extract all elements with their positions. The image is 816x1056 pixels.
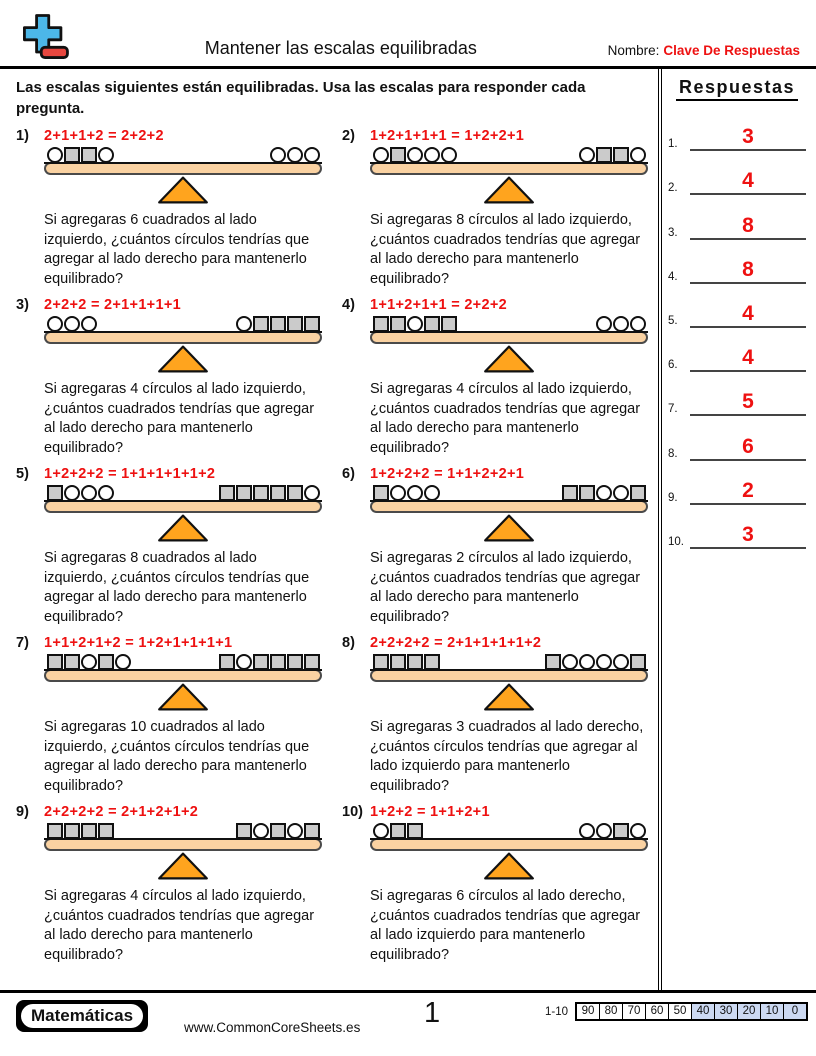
square-shape [630, 485, 646, 501]
problem-number: 8) [342, 635, 355, 651]
answers-panel [658, 69, 816, 990]
balance-scale [370, 485, 648, 543]
scale-shapes [44, 485, 322, 501]
problem-head [16, 635, 324, 651]
square-shape [47, 485, 63, 501]
square-shape [47, 823, 63, 839]
answer-row [668, 195, 806, 239]
answer-row [668, 240, 806, 284]
balance-scale [44, 316, 322, 374]
scale-shapes [44, 654, 322, 670]
circle-shape [64, 485, 80, 501]
problem-equation: 1+2+2+2 = 1+1+2+2+1 [370, 466, 525, 482]
square-shape [270, 654, 286, 670]
square-shape [270, 823, 286, 839]
scale-beam [370, 838, 648, 851]
right-pan-shapes [578, 823, 646, 839]
problem-number: 5) [16, 466, 29, 482]
square-shape [441, 316, 457, 332]
fulcrum-triangle-icon [155, 175, 211, 205]
answer-row [668, 416, 806, 460]
scale-beam [370, 331, 648, 344]
score-cell: 70 [622, 1004, 645, 1019]
problem-number: 1) [16, 128, 29, 144]
square-shape [81, 823, 97, 839]
scale-shapes [370, 316, 648, 332]
circle-shape [98, 147, 114, 163]
circle-shape [373, 147, 389, 163]
answer-number: 4. [668, 270, 678, 283]
answer-value: 3 [690, 126, 806, 151]
problem-question: Si agregaras 6 círculos al lado derecho, ¿cuántos cuadrados tendrías que agregar al lado izquierdo para mantenerlo equilibrado? [370, 888, 641, 963]
square-shape [253, 654, 269, 670]
problem-head [16, 297, 324, 313]
balance-scale [370, 316, 648, 374]
page-number: 1 [424, 997, 441, 1029]
answer-value: 4 [690, 347, 806, 372]
circle-shape [64, 316, 80, 332]
circle-shape [630, 823, 646, 839]
scale-shapes [370, 823, 648, 839]
square-shape [98, 823, 114, 839]
scale-shapes [370, 654, 648, 670]
fulcrum-triangle-icon [155, 682, 211, 712]
problem-question: Si agregaras 4 círculos al lado izquierdo, ¿cuántos cuadrados tendrías que agregar al lado derecho para mantenerlo equilibrado? [370, 381, 641, 456]
problem-question: Si agregaras 4 círculos al lado izquierdo, ¿cuántos cuadrados tendrías que agregar al lado derecho para mantenerlo equilibrado? [44, 888, 315, 963]
score-cell: 10 [760, 1004, 783, 1019]
square-shape [390, 147, 406, 163]
circle-shape [562, 654, 578, 670]
circle-shape [630, 147, 646, 163]
circle-shape [304, 485, 320, 501]
scale-beam [370, 500, 648, 513]
scale-shapes [370, 147, 648, 163]
grading-range-label: 1-10 [544, 1005, 568, 1018]
scale-beam [44, 669, 322, 682]
circle-shape [596, 823, 612, 839]
answer-row [668, 151, 806, 195]
square-shape [47, 654, 63, 670]
problem-card [342, 466, 650, 627]
answer-value: 5 [690, 391, 806, 416]
circle-shape [424, 485, 440, 501]
left-pan-shapes [46, 147, 114, 163]
problem-equation: 1+2+2+2 = 1+1+1+1+1+2 [44, 466, 216, 482]
scale-shapes [44, 316, 322, 332]
website-url: www.CommonCoreSheets.es [184, 1020, 361, 1035]
circle-shape [304, 147, 320, 163]
answers-title: Respuestas [676, 77, 798, 101]
brand-label: Matemáticas [21, 1004, 143, 1028]
circle-shape [390, 485, 406, 501]
problem-card [342, 635, 650, 796]
square-shape [613, 823, 629, 839]
answer-key-label: Clave De Respuestas [663, 43, 800, 58]
problem-number: 9) [16, 804, 29, 820]
circle-shape [579, 654, 595, 670]
left-pan-shapes [46, 654, 131, 670]
square-shape [390, 654, 406, 670]
problem-card [342, 804, 650, 965]
problem-question: Si agregaras 10 cuadrados al lado izquierdo, ¿cuántos círculos tendrías que agregar al lado derecho para mantenerlo equilibrado? [44, 719, 310, 794]
score-cell: 90 [581, 1005, 595, 1017]
answer-number: 5. [668, 314, 678, 327]
circle-shape [441, 147, 457, 163]
answer-row [668, 284, 806, 328]
circle-shape [81, 485, 97, 501]
square-shape [287, 316, 303, 332]
problem-card [16, 635, 324, 796]
answer-number: 3. [668, 226, 678, 239]
square-shape [407, 823, 423, 839]
grading-cells [575, 1002, 808, 1021]
circle-shape [407, 147, 423, 163]
problem-head [16, 128, 324, 144]
fulcrum-triangle-icon [155, 513, 211, 543]
square-shape [64, 823, 80, 839]
square-shape [64, 654, 80, 670]
problem-number: 3) [16, 297, 29, 313]
fulcrum-triangle-icon [155, 851, 211, 881]
footer [0, 990, 816, 1056]
square-shape [304, 316, 320, 332]
circle-shape [253, 823, 269, 839]
answer-value: 4 [690, 303, 806, 328]
problem-card [16, 804, 324, 965]
problem-head [16, 804, 324, 820]
answer-number: 9. [668, 491, 678, 504]
fulcrum-triangle-icon [481, 175, 537, 205]
circle-shape [373, 823, 389, 839]
main-content [0, 69, 658, 990]
problems-grid [16, 128, 650, 965]
grading-scale [545, 1002, 808, 1021]
circle-shape [115, 654, 131, 670]
left-pan-shapes [372, 316, 457, 332]
problem-number: 2) [342, 128, 355, 144]
balance-scale [370, 654, 648, 712]
problem-head [342, 804, 650, 820]
circle-shape [81, 316, 97, 332]
problem-head [342, 297, 650, 313]
square-shape [304, 823, 320, 839]
square-shape [270, 485, 286, 501]
score-cell: 80 [599, 1004, 622, 1019]
score-cell: 0 [783, 1004, 806, 1019]
answer-value: 8 [690, 259, 806, 284]
circle-shape [579, 823, 595, 839]
problem-question: Si agregaras 3 cuadrados al lado derecho, ¿cuántos círculos tendrías que agregar al lado izquierdo para mantenerlo equilibrado? [370, 719, 644, 794]
problem-card [16, 297, 324, 458]
right-pan-shapes [218, 654, 320, 670]
right-pan-shapes [235, 316, 320, 332]
balance-scale [370, 823, 648, 881]
fulcrum-triangle-icon [481, 851, 537, 881]
circle-shape [407, 316, 423, 332]
answer-value: 8 [690, 215, 806, 240]
score-cell: 20 [737, 1004, 760, 1019]
scale-shapes [44, 147, 322, 163]
score-cell: 40 [691, 1004, 714, 1019]
square-shape [219, 654, 235, 670]
answer-number: 7. [668, 403, 678, 416]
balance-scale [44, 654, 322, 712]
circle-shape [47, 147, 63, 163]
left-pan-shapes [46, 485, 114, 501]
body [0, 69, 816, 990]
circle-shape [287, 147, 303, 163]
answer-value: 6 [690, 436, 806, 461]
right-pan-shapes [595, 316, 646, 332]
square-shape [424, 316, 440, 332]
square-shape [613, 147, 629, 163]
problem-card [342, 297, 650, 458]
problem-equation: 2+1+1+2 = 2+2+2 [44, 128, 164, 144]
problem-question: Si agregaras 8 cuadrados al lado izquierdo, ¿cuántos círculos tendrías que agregar al lado derecho para mantenerlo equilibrado? [44, 550, 310, 625]
left-pan-shapes [46, 316, 97, 332]
brand-badge [16, 1000, 148, 1032]
left-pan-shapes [372, 485, 440, 501]
square-shape [579, 485, 595, 501]
problem-card [16, 128, 324, 289]
balance-scale [44, 485, 322, 543]
square-shape [390, 316, 406, 332]
scale-shapes [44, 823, 322, 839]
fulcrum-triangle-icon [481, 344, 537, 374]
problem-equation: 2+2+2 = 2+1+1+1+1 [44, 297, 181, 313]
scale-beam [44, 838, 322, 851]
page-title: Mantener las escalas equilibradas [204, 38, 477, 58]
circle-shape [236, 654, 252, 670]
circle-shape [596, 485, 612, 501]
scale-beam [44, 162, 322, 175]
square-shape [81, 147, 97, 163]
square-shape [562, 485, 578, 501]
problem-equation: 1+2+1+1+1 = 1+2+2+1 [370, 128, 525, 144]
circle-shape [270, 147, 286, 163]
square-shape [390, 823, 406, 839]
circle-shape [424, 147, 440, 163]
square-shape [253, 316, 269, 332]
answer-number: 8. [668, 447, 678, 460]
problem-card [342, 128, 650, 289]
right-pan-shapes [544, 654, 646, 670]
answer-number: 2. [668, 182, 678, 195]
fulcrum-triangle-icon [481, 513, 537, 543]
circle-shape [287, 823, 303, 839]
right-pan-shapes [269, 147, 320, 163]
score-cell: 50 [668, 1004, 691, 1019]
problem-equation: 1+1+2+1+2 = 1+2+1+1+1+1 [44, 635, 233, 651]
answer-value: 4 [690, 170, 806, 195]
instructions-text: Las escalas siguientes están equilibradas. Usa las escalas para responder cada pregunta. [16, 79, 586, 117]
circle-shape [81, 654, 97, 670]
answer-row [668, 328, 806, 372]
answer-number: 1. [668, 138, 678, 151]
circle-shape [613, 485, 629, 501]
problem-question: Si agregaras 6 cuadrados al lado izquierdo, ¿cuántos círculos tendrías que agregar al lado derecho para mantenerlo equilibrado? [44, 212, 310, 287]
problem-question: Si agregaras 2 círculos al lado izquierdo, ¿cuántos cuadrados tendrías que agregar al lado derecho para mantenerlo equilibrado? [370, 550, 641, 625]
circle-shape [630, 316, 646, 332]
circle-shape [613, 654, 629, 670]
fulcrum-triangle-icon [481, 682, 537, 712]
square-shape [219, 485, 235, 501]
square-shape [630, 654, 646, 670]
circle-shape [407, 485, 423, 501]
problem-question: Si agregaras 8 círculos al lado izquierdo, ¿cuántos cuadrados tendrías que agregar al lado derecho para mantenerlo equilibrado? [370, 212, 641, 287]
problem-equation: 1+1+2+1+1 = 2+2+2 [370, 297, 507, 313]
left-pan-shapes [372, 147, 457, 163]
problem-head [342, 128, 650, 144]
circle-shape [47, 316, 63, 332]
circle-shape [579, 147, 595, 163]
circle-shape [596, 316, 612, 332]
circle-shape [596, 654, 612, 670]
square-shape [545, 654, 561, 670]
square-shape [407, 654, 423, 670]
answer-value: 2 [690, 480, 806, 505]
fulcrum-triangle-icon [155, 344, 211, 374]
scale-beam [44, 331, 322, 344]
problem-number: 4) [342, 297, 355, 313]
score-cell: 60 [645, 1004, 668, 1019]
right-pan-shapes [578, 147, 646, 163]
problem-head [342, 635, 650, 651]
right-pan-shapes [218, 485, 320, 501]
problem-number: 6) [342, 466, 355, 482]
problem-equation: 2+2+2+2 = 2+1+2+1+2 [44, 804, 199, 820]
square-shape [373, 316, 389, 332]
answer-number: 10. [668, 535, 684, 548]
square-shape [287, 654, 303, 670]
circle-shape [613, 316, 629, 332]
scale-beam [370, 669, 648, 682]
answer-row [668, 505, 806, 549]
balance-scale [370, 147, 648, 205]
square-shape [373, 485, 389, 501]
left-pan-shapes [46, 823, 114, 839]
header [0, 0, 816, 69]
left-pan-shapes [372, 654, 440, 670]
left-pan-shapes [372, 823, 423, 839]
answer-value: 3 [690, 524, 806, 549]
problem-equation: 1+2+2 = 1+1+2+1 [370, 804, 490, 820]
problem-number: 7) [16, 635, 29, 651]
square-shape [236, 823, 252, 839]
answer-row [668, 107, 806, 151]
square-shape [373, 654, 389, 670]
square-shape [64, 147, 80, 163]
square-shape [424, 654, 440, 670]
square-shape [253, 485, 269, 501]
problem-equation: 2+2+2+2 = 2+1+1+1+1+2 [370, 635, 542, 651]
scale-beam [370, 162, 648, 175]
problem-number: 10) [342, 804, 363, 820]
circle-shape [236, 316, 252, 332]
balance-scale [44, 823, 322, 881]
answers-list [668, 107, 806, 549]
answer-row [668, 461, 806, 505]
problem-head [16, 466, 324, 482]
square-shape [287, 485, 303, 501]
right-pan-shapes [561, 485, 646, 501]
square-shape [98, 654, 114, 670]
answer-row [668, 372, 806, 416]
scale-beam [44, 500, 322, 513]
circle-shape [98, 485, 114, 501]
square-shape [304, 654, 320, 670]
square-shape [596, 147, 612, 163]
scale-shapes [370, 485, 648, 501]
balance-scale [44, 147, 322, 205]
answer-number: 6. [668, 359, 678, 372]
name-label: Nombre: [607, 43, 660, 58]
problem-card [16, 466, 324, 627]
right-pan-shapes [235, 823, 320, 839]
name-row [608, 43, 800, 62]
square-shape [270, 316, 286, 332]
square-shape [236, 485, 252, 501]
problem-head [342, 466, 650, 482]
score-cell: 30 [714, 1004, 737, 1019]
plus-minus-logo-icon [16, 12, 74, 62]
problem-question: Si agregaras 4 círculos al lado izquierdo, ¿cuántos cuadrados tendrías que agregar al lado derecho para mantenerlo equilibrado? [44, 381, 315, 456]
